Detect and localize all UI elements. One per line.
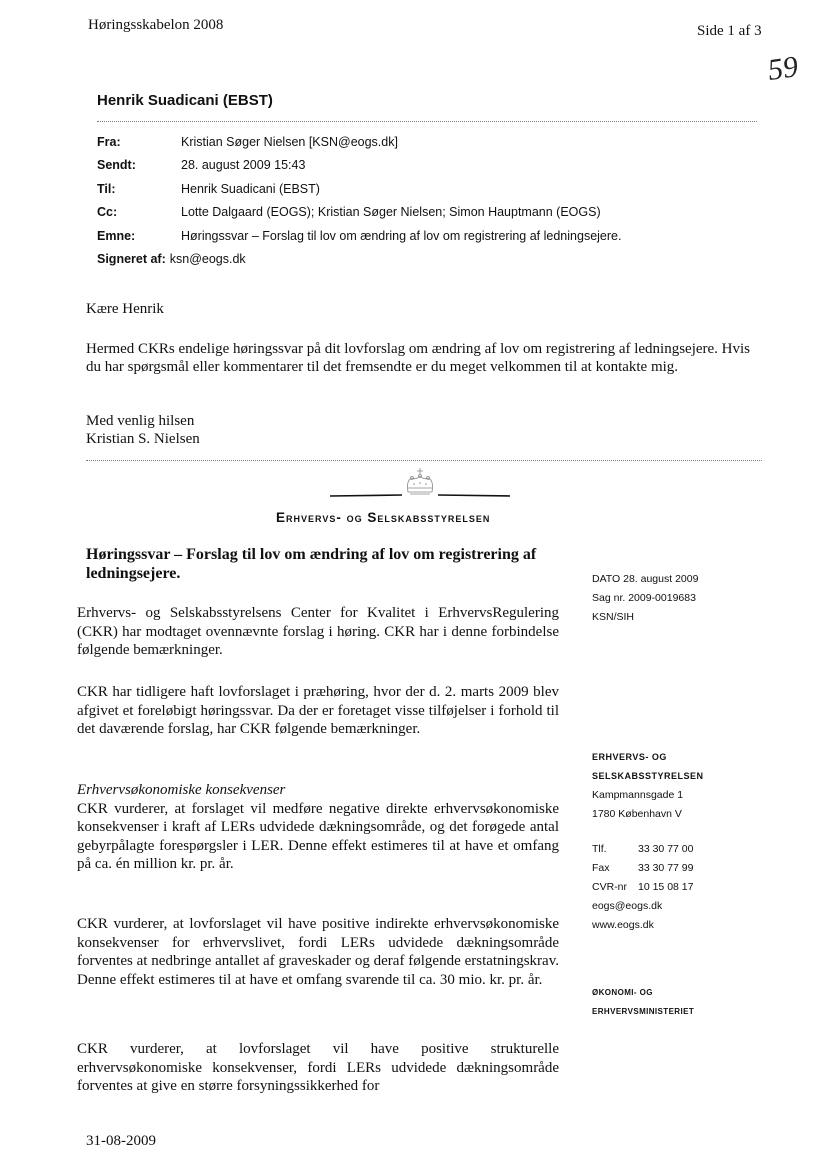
contact-key: CVR-nr <box>592 881 628 893</box>
field-label: Emne: <box>97 228 136 243</box>
field-value: Henrik Suadicani (EBST) <box>181 181 320 196</box>
contact-row <box>592 840 693 859</box>
closing-phrase: Med venlig hilsen <box>86 413 195 429</box>
organization-name: Erhvervs- og Selskabsstyrelsen <box>276 510 491 525</box>
mailbox-owner: Henrik Suadicani (EBST) <box>97 92 273 109</box>
field-label: Fra: <box>97 134 121 149</box>
paragraph-text: Erhvervs- og Selskabsstyrelsens Center for Kvalitet i ErhvervsRegulering (CKR) har modtaget ovennævnte forslag i høring. CKR har i denne forbindelse følgende bemærkninger. <box>77 605 559 658</box>
email-header-fields <box>97 130 621 271</box>
divider <box>97 121 757 122</box>
ministry-line: ERHVERVSMINISTERIET <box>592 1007 695 1016</box>
field-value: Høringssvar – Forslag til lov om ændring af lov om registrering af ledningsejere. <box>181 228 622 243</box>
email-cc-row <box>97 201 621 225</box>
logo-rule <box>330 494 510 498</box>
email-to-row <box>97 177 621 201</box>
contact-key: Fax <box>592 862 610 874</box>
contact-value: 33 30 77 00 <box>638 843 694 855</box>
street: Kampmannsgade 1 <box>592 789 684 801</box>
field-value: 28. august 2009 15:43 <box>181 158 306 173</box>
letter-paragraph <box>77 915 559 989</box>
ministry-name <box>592 983 694 1021</box>
letter-paragraph <box>77 1040 559 1096</box>
section-heading: Erhvervsøkonomiske konsekvenser <box>77 782 286 798</box>
contact-row <box>592 859 693 878</box>
org-line: ERHVERVS- OG <box>592 752 667 762</box>
contact-value: 33 30 77 99 <box>638 862 694 874</box>
org-line: SELSKABSSTYRELSEN <box>592 771 704 781</box>
letter-section <box>77 781 559 874</box>
email-closing <box>86 412 200 448</box>
contact-key: Tlf. <box>592 843 607 855</box>
letter-title: Høringssvar – Forslag til lov om ændring af lov om registrering af ledningsejere. <box>86 546 537 582</box>
ministry-line: ØKONOMI- OG <box>592 988 653 997</box>
email-from-row <box>97 130 621 154</box>
print-date: 31-08-2009 <box>86 1133 156 1149</box>
field-value: ksn@eogs.dk <box>169 252 246 267</box>
email-subject-row <box>97 224 621 248</box>
signature-name: Kristian S. Nielsen <box>86 431 200 447</box>
sender-address <box>592 748 704 824</box>
page-number: Side 1 af 3 <box>697 23 762 39</box>
letter-date: DATO 28. august 2009 <box>592 573 699 585</box>
field-label: Signeret af: <box>97 252 166 267</box>
field-value: Lotte Dalgaard (EOGS); Kristian Søger Nielsen; Simon Hauptmann (EOGS) <box>181 205 601 220</box>
field-label: Sendt: <box>97 158 136 173</box>
letter-paragraph <box>77 683 559 739</box>
case-info <box>592 570 698 627</box>
divider <box>86 460 762 461</box>
contact-value: 10 15 08 17 <box>638 881 694 893</box>
initials: KSN/SIH <box>592 611 635 623</box>
email-greeting: Kære Henrik <box>86 301 164 317</box>
letter-paragraph <box>77 604 559 660</box>
paragraph-text: CKR vurderer, at lovforslaget vil have positive indirekte erhvervsøkonomiske konsekvenser for erhvervslivet, fordi LERs udvidede dækningsområde forventes at nedbringe antallet af graveskader og deraf følgende erstatningskrav. Denne effekt estimeres til at have et omfang svarende til ca. 30 mio. kr. pr. år. <box>77 916 559 988</box>
paragraph-text: CKR har tidligere haft lovforslaget i præhøring, hvor der d. 2. marts 2009 blev afgivet et foreløbigt høringssvar. Da der er foretaget visse tilføjelser i forhold til det daværende forslag, har CKR følgende bemærkninger. <box>77 684 559 737</box>
city: 1780 København V <box>592 808 682 820</box>
email-body: Hermed CKRs endelige høringssvar på dit lovforslag om ændring af lov om registrering af ledningsejere. Hvis du har spørgsmål eller kommentarer til det fremsendte er du meget velkommen til at kontakte mig. <box>86 341 751 375</box>
email-sent-row <box>97 154 621 178</box>
paragraph-text: CKR vurderer, at lovforslaget vil have positive strukturelle erhvervsøkonomiske konsekvenser, fordi LERs udvidede dækningsområde forventes at give en større forsyningssikkerhed for <box>77 1041 559 1094</box>
field-label: Til: <box>97 181 116 196</box>
contact-row <box>592 878 693 897</box>
email-signed-row <box>97 248 621 272</box>
contact-email: eogs@eogs.dk <box>592 900 663 912</box>
document-template-name: Høringsskabelon 2008 <box>88 17 224 33</box>
contact-website: www.eogs.dk <box>592 919 654 931</box>
case-number: Sag nr. 2009-0019683 <box>592 592 696 604</box>
field-label: Cc: <box>97 205 118 220</box>
contact-info <box>592 840 693 935</box>
field-value: Kristian Søger Nielsen [KSN@eogs.dk] <box>181 134 398 149</box>
handwritten-annotation: 59 <box>765 50 801 87</box>
paragraph-text: CKR vurderer, at forslaget vil medføre negative direkte erhvervsøkonomiske konsekvenser i kraft af LERs udvidede dækningsområde, og det forøgede antal gebyrpålagte forespørgsler i LER. Denne effekt estimeres til at have et omfang på ca. én million kr. pr. år. <box>77 800 559 872</box>
